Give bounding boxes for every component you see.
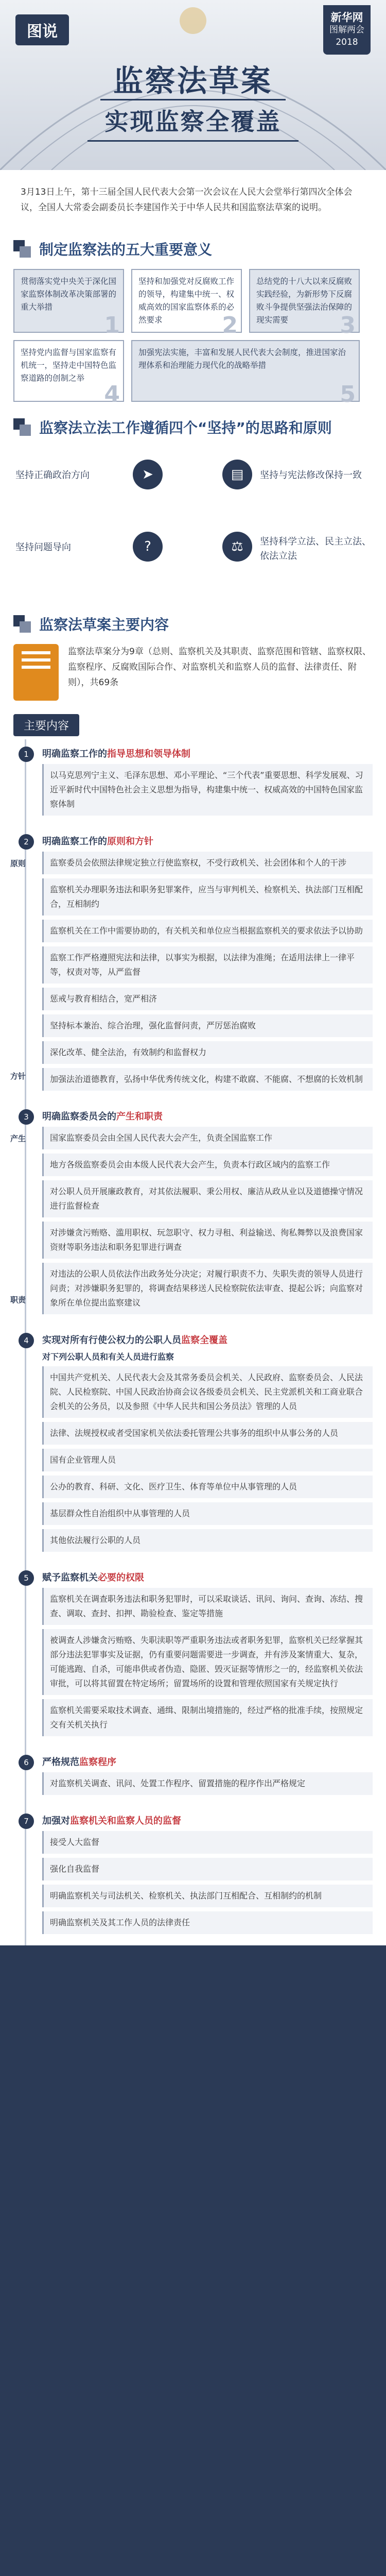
item-heading <box>42 1570 373 1584</box>
significance-cards <box>0 266 386 407</box>
content-item <box>24 1563 373 1748</box>
item-paragraph: 监察机关在调查职务违法和职务犯罪时，可以采取谈话、讯问、询问、查询、冻结、搜查、调取、查封、扣押、勘验检查、鉴定等措施 <box>42 1588 373 1625</box>
item-heading-key: 指导思想和领导体制 <box>107 749 190 759</box>
content-item <box>24 1748 373 1806</box>
card-text: 坚持党内监督与国家监察有机统一，坚持走中国特色监察道路的创制之举 <box>21 348 117 383</box>
badge-year: 2018 <box>336 37 358 47</box>
card-number: 2 <box>222 312 238 338</box>
item-paragraph: 对涉嫌贪污贿赂、滥用职权、玩忽职守、权力寻租、利益输送、徇私舞弊以及浪费国家资财等职务违法和职务犯罪进行调查 <box>42 1222 373 1259</box>
item-subheading: 对下列公职人员和有关人员进行监察 <box>42 1352 174 1362</box>
item-paragraph: 接受人大监督 <box>42 1831 373 1854</box>
side-label: 原则 <box>10 859 26 868</box>
item-paragraph: 国家监察委员会由全国人民代表大会产生，负责全国监察工作 <box>42 1127 373 1149</box>
event-badge <box>323 5 371 55</box>
book-icon: ▤ <box>222 460 252 489</box>
badge-top: 新华网 <box>330 11 363 24</box>
item-heading-pre: 加强对 <box>42 1816 70 1826</box>
content-area <box>0 229 386 1945</box>
summary-box <box>13 644 373 701</box>
item-heading-key: 原则和方针 <box>107 836 153 847</box>
content-item <box>10 827 373 1102</box>
item-paragraph: 对公职人员开展廉政教育，对其依法履职、秉公用权、廉洁从政从业以及道德操守情况进行监督检查 <box>42 1180 373 1217</box>
item-paragraph: 监察委员会依照法律规定独立行使监察权，不受行政机关、社会团体和个人的干涉 <box>42 852 373 874</box>
item-heading <box>42 1109 373 1123</box>
badge-mid: 图解两会 <box>329 25 364 35</box>
content-item <box>10 1102 373 1326</box>
card-text: 加强宪法实施，丰富和发展人民代表大会制度，推进国家治理体系和治理能力现代化的战略举措 <box>138 348 346 370</box>
item-paragraph: 其他依法履行公职的人员 <box>42 1529 373 1552</box>
content-item <box>24 1326 373 1563</box>
document-icon <box>13 644 59 701</box>
direction-icon: ➤ <box>133 460 163 489</box>
content-item <box>24 1806 373 1945</box>
item-paragraph: 加强法治道德教育，弘扬中华优秀传统文化，构建不敢腐、不能腐、不想腐的长效机制 <box>42 1068 373 1091</box>
item-heading <box>42 834 373 848</box>
item-heading <box>42 1814 373 1827</box>
page-title: 监察法草案 <box>113 63 273 98</box>
principle-1: 坚持正确政治方向 <box>15 470 90 481</box>
item-number: 5 <box>19 1570 34 1586</box>
card-number: 1 <box>104 312 120 338</box>
item-number: 3 <box>19 1109 34 1125</box>
page-subtitle: 实现监察全覆盖 <box>104 108 282 135</box>
item-heading <box>42 1333 373 1346</box>
item-paragraph: 明确监察机关及其工作人员的法律责任 <box>42 1911 373 1934</box>
subtitle-rule <box>87 140 299 142</box>
item-paragraph: 明确监察机关与司法机关、检察机关、执法部门互相配合、互相制约的机制 <box>42 1885 373 1907</box>
principle-3: 坚持问题导向 <box>15 542 71 553</box>
item-paragraph: 强化自我监督 <box>42 1858 373 1880</box>
content-item <box>24 739 373 827</box>
section-title-significance <box>0 229 386 266</box>
item-paragraph: 基层群众性自治组织中从事管理的人员 <box>42 1502 373 1525</box>
section-mark-icon <box>13 240 33 260</box>
item-paragraph: 国有企业管理人员 <box>42 1449 373 1471</box>
significance-card <box>249 269 360 338</box>
item-heading-key: 产生和职责 <box>116 1111 163 1122</box>
side-label: 产生 <box>10 1134 26 1143</box>
item-heading <box>42 1755 373 1768</box>
section-mark-icon <box>13 418 33 438</box>
item-heading-key: 监察程序 <box>79 1757 116 1768</box>
significance-card <box>131 269 242 338</box>
item-paragraph: 监察机关在工作中需要协助的，有关机关和单位应当根据监察机关的要求依法予以协助 <box>42 920 373 942</box>
significance-card <box>13 269 124 338</box>
principle-2: 坚持与宪法修改保持一致 <box>260 470 362 481</box>
item-paragraph: 坚持标本兼治、综合治理，强化监督问责，严厉惩治腐败 <box>42 1014 373 1037</box>
section-title-principles <box>0 407 386 444</box>
section-mark-icon <box>13 615 33 635</box>
item-paragraph: 对监察机关调查、讯问、处置工作程序、留置措施的程序作出严格规定 <box>42 1772 373 1795</box>
item-paragraph: 公办的教育、科研、文化、医疗卫生、体育等单位中从事管理的人员 <box>42 1476 373 1498</box>
item-paragraph: 法律、法规授权或者受国家机关依法委托管理公共事务的组织中从事公务的人员 <box>42 1422 373 1445</box>
side-label: 方针 <box>10 1072 26 1081</box>
hero-banner <box>0 0 386 170</box>
card-text: 坚持和加强党对反腐败工作的领导，构建集中统一、权威高效的国家监察体系的必然要求 <box>138 277 235 325</box>
significance-card <box>13 340 124 408</box>
item-number: 1 <box>19 747 34 762</box>
main-content-list <box>10 739 373 1945</box>
question-icon: ? <box>133 532 163 562</box>
item-paragraph: 深化改革、健全法治，有效制约和监督权力 <box>42 1041 373 1064</box>
card-text: 总结党的十八大以来反腐败实践经验，为新形势下反腐败斗争提供坚强法治保障的现实需要 <box>256 277 353 325</box>
summary-text: 监察法草案分为9章（总则、监察机关及其职责、监察范围和管辖、监察权限、监察程序、反腐败国际合作、对监察机关和监察人员的监督、法律责任、附则），共69条 <box>68 647 371 688</box>
item-paragraph: 监察工作严格遵照宪法和法律，以事实为根据，以法律为准绳；在适用法律上一律平等，权责对等，从严监督 <box>42 946 373 984</box>
item-heading-pre: 严格规范 <box>42 1757 79 1768</box>
item-number: 7 <box>19 1814 34 1829</box>
item-paragraph: 对违法的公职人员依法作出政务处分决定；对履行职责不力、失职失责的领导人员进行问责；对涉嫌职务犯罪的，将调查结果移送人民检察院依法审查、提起公诉；向监察对象所在单位提出监察建议 <box>42 1263 373 1314</box>
main-content-heading: 主要内容 <box>13 714 79 736</box>
item-paragraph: 地方各级监察委员会由本级人民代表大会产生，负责本行政区域内的监察工作 <box>42 1154 373 1176</box>
card-number: 3 <box>340 312 356 338</box>
section-title-text: 监察法草案主要内容 <box>39 616 169 633</box>
section-title-text: 制定监察法的五大重要意义 <box>39 241 213 258</box>
item-paragraph: 监察机关办理职务违法和职务犯罪案件，应当与审判机关、检察机关、执法部门互相配合，互相制约 <box>42 878 373 916</box>
item-heading-pre: 赋予监察机关 <box>42 1572 98 1583</box>
item-heading-pre: 明确监察工作的 <box>42 749 107 759</box>
item-paragraph: 中国共产党机关、人民代表大会及其常务委员会机关、人民政府、监察委员会、人民法院、人民检察院、中国人民政治协商会议各级委员会机关、民主党派机关和工商业联合会机关的公务员，以及参照《中华人民共和国公务员法》管理的人员 <box>42 1366 373 1418</box>
card-number: 4 <box>104 381 120 408</box>
section-title-content <box>0 604 386 641</box>
item-heading-pre: 明确监察工作的 <box>42 836 107 847</box>
item-heading-pre: 实现对所有行使公权力的公职人员 <box>42 1335 181 1346</box>
item-paragraph: 以马克思列宁主义、毛泽东思想、邓小平理论、“三个代表”重要思想、科学发展观、习近平新时代中国特色社会主义思想为指导，构建集中统一、权威高效的中国特色国家监察体制 <box>42 764 373 816</box>
item-heading-key: 监察全覆盖 <box>181 1335 227 1346</box>
item-paragraph: 惩戒与教育相结合，宽严相济 <box>42 988 373 1010</box>
item-paragraph: 监察机关需要采取技术调查、通缉、限制出境措施的，经过严格的批准手续，按照规定交有关机关执行 <box>42 1699 373 1736</box>
principle-4: 坚持科学立法、民主立法、依法立法 <box>260 536 371 562</box>
item-heading-pre: 明确监察委员会的 <box>42 1111 116 1122</box>
section-title-text: 监察法立法工作遵循四个“坚持”的思路和原则 <box>39 419 332 436</box>
gavel-icon: ⚖ <box>222 532 252 562</box>
item-heading-key: 必要的权限 <box>98 1572 144 1583</box>
item-paragraph: 被调查人涉嫌贪污贿赂、失职渎职等严重职务违法或者职务犯罪，监察机关已经掌握其部分违法犯罪事实及证据，仍有重要问题需要进一步调查，并有涉及案情重大、复杂，可能逃跑、自杀，可能串供或者伪造、隐匿、毁灭证据等情形之一的，经监察机关依法审批，可以将其留置在特定场所；留置场所的设置和管理依照国家有关规定执行 <box>42 1629 373 1695</box>
item-heading <box>42 747 373 760</box>
item-heading-key: 监察机关和监察人员的监督 <box>70 1816 181 1826</box>
tag-label: 图说 <box>15 14 69 45</box>
significance-card <box>131 340 360 408</box>
item-number: 2 <box>19 834 34 850</box>
card-number: 5 <box>340 381 356 408</box>
item-number: 4 <box>19 1333 34 1348</box>
principles-diagram <box>0 444 386 604</box>
card-text: 贯彻落实党中央关于深化国家监察体制改革决策部署的重大举措 <box>21 277 117 312</box>
intro-paragraph: 3月13日上午，第十三届全国人民代表大会第一次会议在人民大会堂举行第四次全体会议，全国人大常委会副委员长李建国作关于中华人民共和国监察法草案的说明。 <box>0 170 386 229</box>
side-label: 职责 <box>10 1295 26 1304</box>
item-number: 6 <box>19 1755 34 1770</box>
